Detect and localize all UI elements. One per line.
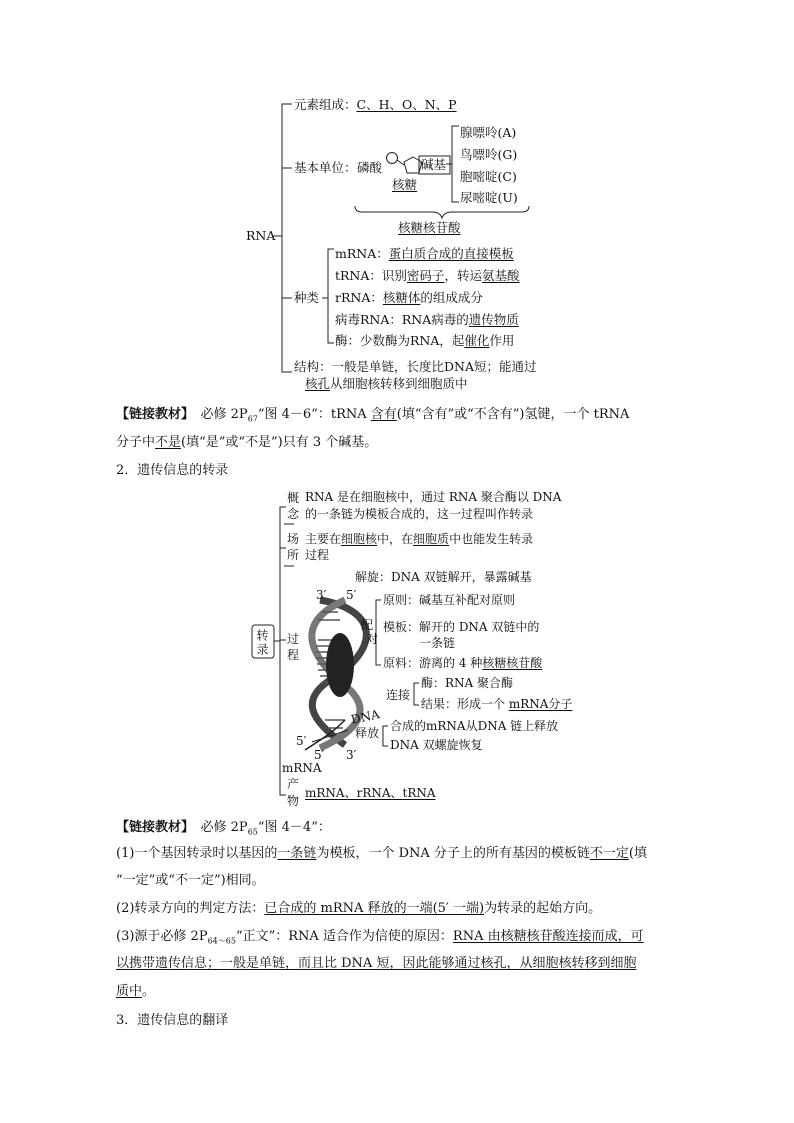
link2-p3-line3: 质中。 — [116, 984, 156, 999]
elements-label: 元素组成： — [294, 97, 357, 112]
site-line2: 过程 — [305, 548, 330, 562]
mrna-label: mRNA — [282, 761, 322, 775]
nucleotide-label: 核糖核苷酸 — [398, 220, 461, 235]
product-label-2: 物 — [287, 794, 300, 808]
structure-line2: 核孔从细胞核转移到细胞质中 — [305, 376, 468, 391]
link2-p2: (2)转录方向的判定方法：已合成的 mRNA 释放的一端(5′ 一端)为转录的起始方向。 — [116, 901, 602, 916]
pair-label-1: 配 — [361, 618, 374, 632]
link2-p3-line1: (3)源于必修 $2P_{64\sim 65}“$正文”：RNA 适合作为信使的原因：RNA 由核糖核苷酸连接而成，可 — [116, 929, 644, 946]
process-label-1: 过 — [287, 632, 300, 646]
pair-template-cont: 一条链 — [419, 636, 456, 650]
prime-5-bottom-2: 5′ — [314, 748, 325, 762]
link2-p3-line2: 以携带遗传信息；一般是单链，而且比 DNA 短，因此能够通过核孔，从细胞核转移到细胞 — [116, 956, 637, 971]
products-value: mRNA、rRNA、tRNA — [305, 786, 436, 800]
section-2-heading: 2．遗传信息的转录 — [116, 463, 229, 478]
concept-line1: RNA 是在细胞核中，通过 RNA 聚合酶以 DNA — [305, 490, 562, 504]
base-label: 碱基 — [421, 157, 447, 172]
concept-label-1: 概 — [287, 491, 300, 505]
unit-label: 基本单位： — [294, 160, 357, 175]
type-mrna: mRNA：蛋白质合成的直接模板 — [335, 246, 514, 261]
structure-line1: 结构：一般是单链，长度比DNA短；能通过 — [294, 359, 537, 374]
product-label-1: 产 — [287, 777, 300, 791]
link-enzyme: 酶：RNA 聚合酶 — [421, 676, 514, 690]
dna-label: DNA — [349, 707, 381, 727]
process-label-2: 程 — [287, 648, 300, 662]
base-u: 尿嘧啶(U) — [460, 190, 518, 205]
pair-materials: 原料：游离的 4 种核糖核苷酸 — [383, 656, 543, 670]
section-3-heading: 3．遗传信息的翻译 — [116, 1013, 229, 1028]
base-a: 腺嘌呤(A) — [460, 125, 517, 140]
type-viral-rna: 病毒RNA：RNA病毒的遗传物质 — [335, 312, 519, 327]
link2-p1-line1: (1)一个基因转录时以基因的一条链为模板，一个 DNA 分子上的所有基因的模板链不一定(填 — [116, 846, 647, 861]
rna-root-label: RNA — [246, 228, 276, 243]
type-rrna: rRNA：核糖体的组成成分 — [335, 290, 483, 305]
pair-principle: 原则：碱基互补配对原则 — [383, 593, 516, 607]
unwind-step: 解旋：DNA 双链解开，暴露碱基 — [355, 570, 532, 584]
ribose-label: 核糖 — [392, 177, 418, 192]
link1-line1: 【链接教材】 必修 $2P_{67}“$图 4－6”：tRNA 含有(填“含有”或“不含有”)氢键，一个 tRNA — [116, 407, 630, 424]
base-c: 胞嘧啶(C) — [460, 169, 517, 184]
site-label-1: 场 — [287, 532, 300, 546]
prime-3-bottom: 3′ — [346, 748, 357, 762]
site-line1: 主要在细胞核中，在细胞质中也能发生转录 — [305, 532, 534, 546]
link2-heading: 【链接教材】 必修 $2P_{65}“$图 4－4”： — [116, 820, 331, 837]
pair-template: 模板：解开的 DNA 双链中的 — [383, 620, 540, 634]
phosphate-label: 磷酸 — [357, 160, 383, 175]
prime-5-bottom: 5′ — [296, 734, 307, 748]
type-enzyme: 酶：少数酶为RNA，起催化作用 — [335, 333, 515, 348]
link1-line2: 分子中不是(填“是”或“不是”)只有 3 个碱基。 — [116, 435, 378, 450]
release-item-2: DNA 双螺旋恢复 — [390, 738, 483, 752]
base-g: 鸟嘌呤(G) — [460, 147, 518, 162]
elements-value: C、H、O、N、P — [356, 97, 457, 112]
transcription-root-label: 转录 — [255, 629, 269, 657]
types-label: 种类 — [294, 290, 320, 305]
pair-label-2: 对 — [366, 632, 379, 646]
link-step-label: 连接 — [386, 688, 411, 702]
site-label-2: 所 — [287, 548, 300, 562]
type-trna: tRNA：识别密码子，转运氨基酸 — [335, 268, 520, 283]
prime-3-top: 3′ — [316, 588, 327, 602]
release-item-1: 合成的mRNA从DNA 链上释放 — [390, 719, 559, 733]
link-result: 结果：形成一个 mRNA分子 — [421, 697, 573, 711]
release-step-label: 释放 — [355, 726, 380, 740]
prime-5-top: 5′ — [346, 588, 357, 602]
link2-p1-line2: “一定”或“不一定”)相同。 — [116, 873, 265, 888]
concept-line2: 的一条链为模板合成的，这一过程叫作转录 — [305, 507, 534, 521]
concept-label-2: 念 — [287, 507, 300, 521]
